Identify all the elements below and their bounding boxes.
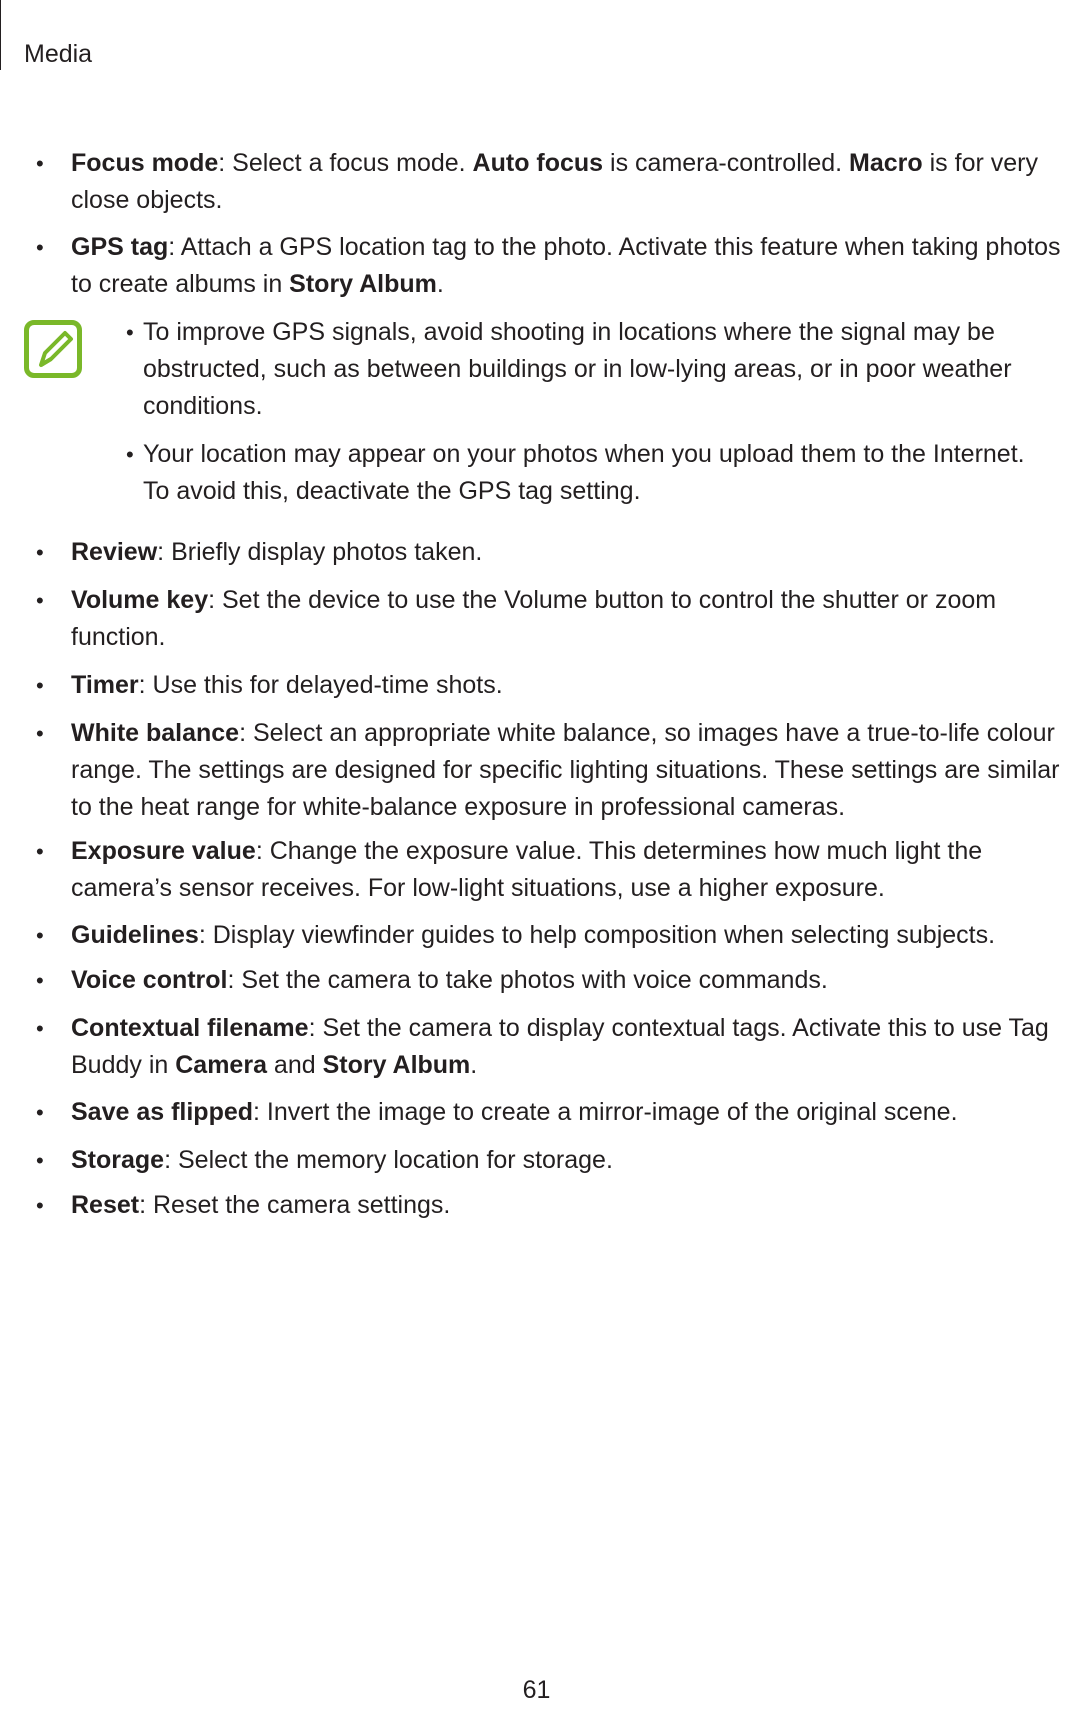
text-run: camera’s sensor receives. For low-light situations, use a higher exposure. bbox=[71, 874, 885, 902]
text-line bbox=[143, 436, 1025, 473]
bold-term: Contextual filename bbox=[71, 1014, 309, 1042]
text-run: : Attach a GPS location tag to the photo. Activate this feature when taking photos bbox=[168, 233, 1061, 261]
bold-term: Exposure value bbox=[71, 837, 256, 865]
text-run: is for very bbox=[922, 149, 1038, 177]
text-run: To avoid this, deactivate the GPS tag setting. bbox=[143, 477, 641, 505]
text-run: : Select the memory location for storage. bbox=[164, 1146, 613, 1174]
text-run: : Set the camera to take photos with voice commands. bbox=[227, 966, 828, 994]
text-run: obstructed, such as between buildings or in low-lying areas, or in poor weather bbox=[143, 355, 1012, 383]
text-run: : Select a focus mode. bbox=[218, 149, 473, 177]
text-line bbox=[71, 667, 503, 704]
bullet-dot: • bbox=[36, 235, 44, 260]
bold-term: Volume key bbox=[71, 586, 209, 614]
text-run: is camera-controlled. bbox=[603, 149, 850, 177]
bold-term: GPS tag bbox=[71, 233, 169, 261]
text-line bbox=[71, 1010, 1049, 1047]
header-rule bbox=[0, 0, 1, 70]
text-run: To improve GPS signals, avoid shooting in locations where the signal may be bbox=[143, 318, 995, 346]
bullet-dot: • bbox=[36, 673, 44, 698]
text-line bbox=[71, 582, 996, 619]
bullet-dot: • bbox=[36, 968, 44, 993]
bullet-dot: • bbox=[126, 320, 134, 345]
text-line bbox=[71, 619, 166, 656]
text-run: : Change the exposure value. This determines how much light the bbox=[255, 837, 983, 865]
bullet-dot: • bbox=[36, 839, 44, 864]
text-run: : Set the device to use the Volume button to control the shutter or zoom bbox=[208, 586, 997, 614]
text-line bbox=[71, 1187, 450, 1224]
text-run: Your location may appear on your photos when you upload them to the Internet. bbox=[143, 440, 1025, 468]
bold-term: Reset bbox=[71, 1191, 140, 1219]
text-run: : Display viewfinder guides to help composition when selecting subjects. bbox=[198, 921, 996, 949]
bullet-dot: • bbox=[36, 923, 44, 948]
text-line bbox=[71, 534, 482, 571]
text-line bbox=[71, 752, 1060, 789]
text-line bbox=[71, 870, 885, 907]
text-run: : Use this for delayed-time shots. bbox=[138, 671, 503, 699]
text-line bbox=[71, 917, 995, 954]
text-run: : Reset the camera settings. bbox=[139, 1191, 451, 1219]
text-line bbox=[71, 229, 1061, 266]
bullet-dot: • bbox=[36, 1100, 44, 1125]
text-run: close objects. bbox=[71, 186, 223, 214]
bold-term: White balance bbox=[71, 719, 240, 747]
text-run: to the heat range for white-balance exposure in professional cameras. bbox=[71, 793, 846, 821]
text-line bbox=[143, 314, 995, 351]
text-run: . bbox=[436, 270, 444, 298]
page-number: 61 bbox=[522, 1676, 551, 1704]
header-title: Media bbox=[24, 40, 93, 68]
bold-term: Timer bbox=[71, 671, 139, 699]
bold-term: Save as flipped bbox=[71, 1098, 254, 1126]
text-run: . bbox=[470, 1051, 478, 1079]
bold-term: Voice control bbox=[71, 966, 228, 994]
text-line bbox=[71, 266, 444, 303]
bold-term: Focus mode bbox=[71, 149, 219, 177]
bold-term: Story Album bbox=[289, 270, 437, 298]
text-line bbox=[71, 962, 828, 999]
text-line bbox=[71, 789, 845, 826]
note-pencil-icon bbox=[24, 320, 82, 378]
bold-term: Storage bbox=[71, 1146, 165, 1174]
bullet-dot: • bbox=[36, 1148, 44, 1173]
text-line bbox=[143, 388, 263, 425]
text-run: : Set the camera to display contextual tags. Activate this to use Tag bbox=[308, 1014, 1049, 1042]
text-line bbox=[71, 182, 222, 219]
text-run: and bbox=[266, 1051, 323, 1079]
text-line bbox=[143, 351, 1012, 388]
bullet-dot: • bbox=[36, 540, 44, 565]
bold-term: Auto focus bbox=[472, 149, 604, 177]
bullet-dot: • bbox=[36, 1016, 44, 1041]
bold-term: Macro bbox=[849, 149, 923, 177]
text-line bbox=[143, 473, 641, 510]
text-run: function. bbox=[71, 623, 166, 651]
text-line bbox=[71, 1094, 958, 1131]
bold-term: Review bbox=[71, 538, 158, 566]
bold-term: Story Album bbox=[322, 1051, 471, 1079]
text-line bbox=[71, 1142, 613, 1179]
text-run: Buddy in bbox=[71, 1051, 176, 1079]
text-run: range. The settings are designed for specific lighting situations. These settings are similar bbox=[71, 756, 1060, 784]
text-run: : Invert the image to create a mirror-image of the original scene. bbox=[253, 1098, 958, 1126]
text-line bbox=[71, 833, 982, 870]
bullet-dot: • bbox=[36, 1193, 44, 1218]
text-run: : Select an appropriate white balance, so images have a true-to-life colour bbox=[239, 719, 1055, 747]
bold-term: Camera bbox=[175, 1051, 267, 1079]
text-line bbox=[71, 145, 1038, 182]
text-run: conditions. bbox=[143, 392, 263, 420]
bullet-dot: • bbox=[126, 442, 134, 467]
text-run: to create albums in bbox=[71, 270, 290, 298]
bold-term: Guidelines bbox=[71, 921, 199, 949]
text-run: : Briefly display photos taken. bbox=[157, 538, 483, 566]
text-line bbox=[71, 715, 1055, 752]
bullet-dot: • bbox=[36, 588, 44, 613]
bullet-dot: • bbox=[36, 151, 44, 176]
bullet-dot: • bbox=[36, 721, 44, 746]
text-line bbox=[71, 1047, 477, 1084]
